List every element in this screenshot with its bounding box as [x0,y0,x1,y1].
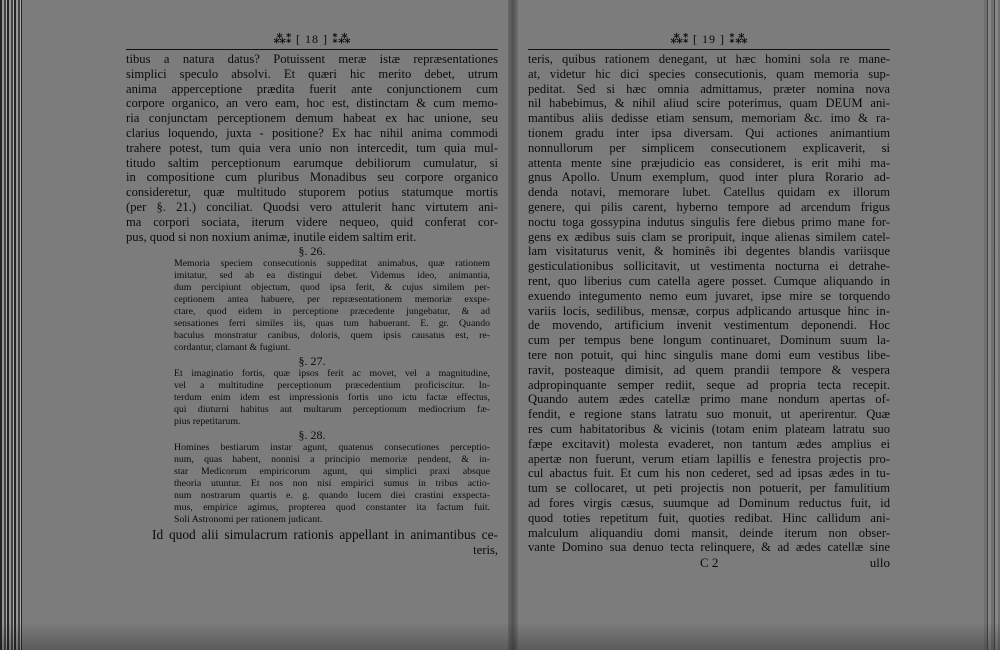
text-line: adpropinquante semper rediit, seque ad propria tecta recepit. [528,377,890,392]
note-line: pius repetitarum. [174,416,241,428]
section-heading: §. 27. [298,354,326,369]
text-line: tere non potuit, qui hinc singulis mane domi eum vestibus libe- [528,347,890,362]
text-line: ma corpori sociata, iterum videre nequeo, quid conferat cor- [126,214,498,229]
section-heading: §. 28. [298,428,326,443]
text-line: tibus a natura datus? Potuissent meræ istæ repræsentationes [126,52,498,66]
catchword: teris, [473,543,498,558]
catchword: ullo [869,555,890,571]
scan-bottom-edge [0,622,1000,650]
ornament-left: ⁂⁑ [273,32,292,46]
text-line: vante Domino sua denuo tecta relinquere, & ad ædes catellæ sine [528,540,890,555]
text-line: fæpe excitavit) molesta evaderet, non tantum ædes amplius ei [528,436,890,451]
note-line: num, quas habent, nonnisi a principio memoriæ pendent, & in- [174,454,490,466]
head-rule [126,49,498,50]
scan-edge-right [984,0,1000,650]
ornament-right: ⁑⁂ [332,32,351,46]
page-number: [ 19 ] [693,32,725,46]
text-line: corpore organico, an vero eam, hoc est, distinctam & cum memo- [126,96,498,111]
text-line: malculum aliquandiu domi mansit, deinde iterum non obser- [528,525,890,540]
page-footer [528,555,890,571]
note-line: star Medicorum empiricorum agunt, qui simplici praxi absque [174,466,490,478]
text-line: (per §. 21.) conciliat. Quodsi vero attulerit hanc virtutem ani- [126,199,498,214]
text-line: tum se collocaret, ut peti projectis non potuerit, per famulitium [528,481,890,496]
head-rule [528,49,890,50]
text-line: tionem gradu inter ipsa diversam. Qui actiones animantium [528,125,890,140]
note-line: Et imaginatio fortis, quæ ipsos ferit ac movet, vel a magnitudine, [174,368,490,380]
section-text [174,442,490,526]
text-line: Quando autem ædes catellæ primo mane nondum apertas of- [528,392,890,407]
text-line: ravit, posteaque dimisit, ad quem prandii tempore & vespera [528,362,890,377]
text-line: in compositione cum pluribus Monadibus seu corpore organico [126,170,498,185]
section-text [174,368,490,428]
text-line: consideretur, quæ multitudo stuporem potius statumque mortis [126,185,498,200]
text-line: genere, qui pilis carent, hyberno tempore ad arcendum frigus [528,199,890,214]
text-line: denda notavi, memorare lubet. Catellus quidam ex illorum [528,185,890,200]
page-number: [ 18 ] [296,32,328,46]
text-line: trahere potest, tum quia vera unio non intercedit, tum quia mul- [126,140,498,155]
running-head-right [528,30,890,48]
body-text [126,52,498,244]
note-line: terdum enim idem est impressionis fortis uno ictu factæ effectus, [174,392,490,404]
text-line: ad fores virgis cæsus, suumque ad Dominum reductus fuit, id [528,495,890,510]
book-gutter [508,0,518,650]
text-line: gens ex ædibus suis clam se proripuit, inque alienas similem catel- [528,229,890,244]
section-heading: §. 26. [298,244,326,259]
note-line: qui diuturni habitus aut multarum perceptionum mediocrium fæ- [174,404,490,416]
text-line: mantibus aliis dedisse etiam sensum, memoriam &c. imo & ra- [528,111,890,126]
body-text [528,52,890,555]
left-page [126,30,498,557]
text-line: ria conjunctam perceptionem demum habeat ex hac unione, seu [126,111,498,126]
text-line: cum per tempus bene longum continuaret, Dominum suum la- [528,333,890,348]
scan-binding-edge-left [0,0,22,650]
note-line: Memoria speciem consecutionis suppeditat animabus, quæ rationem [174,258,490,270]
text-line: gesticulationibus sollicitavit, ut vestimenta nocturna ei detrahe- [528,259,890,274]
text-line: res cum habitatoribus & vicinis (totam enim plateam latratu suo [528,421,890,436]
text-line: at, videtur hic dici species consecutionis, quam memoria sup- [528,66,890,81]
text-line: peditat. Sed si hæc omnia admittamus, præter nomina nova [528,81,890,96]
text-line: noctu toga gossypina indutus singulis fere diebus primo mane for- [528,214,890,229]
text-line: apertæ non fuerunt, verum etiam lapillis e fenestra projectis pro- [528,451,890,466]
text-line: titudo saltim perceptionum earumque debiliorum cumulatur, si [126,155,498,170]
note-line: vel a multitudine perceptionum præcedentium proficiscitur. In- [174,380,490,392]
text-line: pus, quod si non noxium animæ, inutile eidem saltim erit. [126,229,417,244]
text-line: quod toties repetitum fuit, quoties redibat. Hinc callidum ani- [528,510,890,525]
text-line: nonnullorum per simplicem consecutionem explicaverit, si [528,140,890,155]
text-line: simplici speculo absolvi. Et quæri hic merito debet, utrum [126,66,498,81]
text-line: gnus Apollo. Unum exemplum, quod inter plura Rorario ad- [528,170,890,185]
note-line: baculus monstratur canibus, doloris, quem ipsis causatus est, re- [174,330,490,342]
text-line: variis locis, sedilibus, mensæ, corpus adplicando artusque hinc in- [528,303,890,318]
note-line: theoria utuntur. Et nos non nisi empirici sumus in tribus actio- [174,478,490,490]
note-line: Soli Astronomi per rationem judicant. [174,514,323,526]
ornament-left: ⁂⁑ [670,32,689,46]
text-line: clarius loquendo, juxta - positione? Ex hac nihil anima commodi [126,125,498,140]
note-line: Homines bestiarum instar agunt, quatenus consecutiones perceptio- [174,442,490,454]
text-line: lam visitaturus venit, & hominês ibi degentes blandis variisque [528,244,890,259]
signature-mark: C 2 [700,555,719,571]
text-line: teris, quibus rationem denegant, ut hæc homini sola re mane- [528,52,890,66]
note-line: ctare, quod eidem in perceptione præcedente jungebatur, & ad [174,306,490,318]
note-line: dum percipiunt objectum, quod ipsa ferit, & cujus similem per- [174,282,490,294]
text-line: de movendo, artificium invenit vestimentum deponendi. Hoc [528,318,890,333]
text-line: attenta mente sine præjudicio eas consideret, is erit mihi ma- [528,155,890,170]
note-line: imitatur, sed ab ea distingui debet. Videmus ideo, animantia, [174,270,490,282]
note-line: sensationes ferri similes iis, quas tum habuerant. E. gr. Quando [174,318,490,330]
text-line: anima apperceptione prædita fuerit ante conjunctionem cum [126,81,498,96]
running-head-left [126,30,498,48]
closing-line: Id quod alii simulacrum rationis appellant in animantibus ce- [152,527,498,543]
text-line: cul abactus fuit. Et cum his non cederet, sed ad ipsas ædes in tu- [528,466,890,481]
right-page [528,30,890,571]
text-line: nil habebimus, & nihil aliud scire poterimus, quam DEUM ani- [528,96,890,111]
text-line: exuendo integumento nemo eum juvaret, ipse mire se torquendo [528,288,890,303]
note-line: mus, empirice agimus, propterea quod constanter ita factum fuit. [174,502,490,514]
note-line: cordantur, clamant & fugiunt. [174,342,291,354]
note-line: ceptionem antea habuere, per repræsentationem memoriæ exspe- [174,294,490,306]
text-line: fendit, e regione stans latratu suo monuit, ut aperirentur. Quæ [528,407,890,422]
text-line: rent, quo liberius cum catella agere posset. Cumque aliquando in [528,273,890,288]
note-line: num nostrarum quartis e. g. quando lucem diei crastini exspecta- [174,490,490,502]
section-text [174,258,490,354]
ornament-right: ⁑⁂ [729,32,748,46]
